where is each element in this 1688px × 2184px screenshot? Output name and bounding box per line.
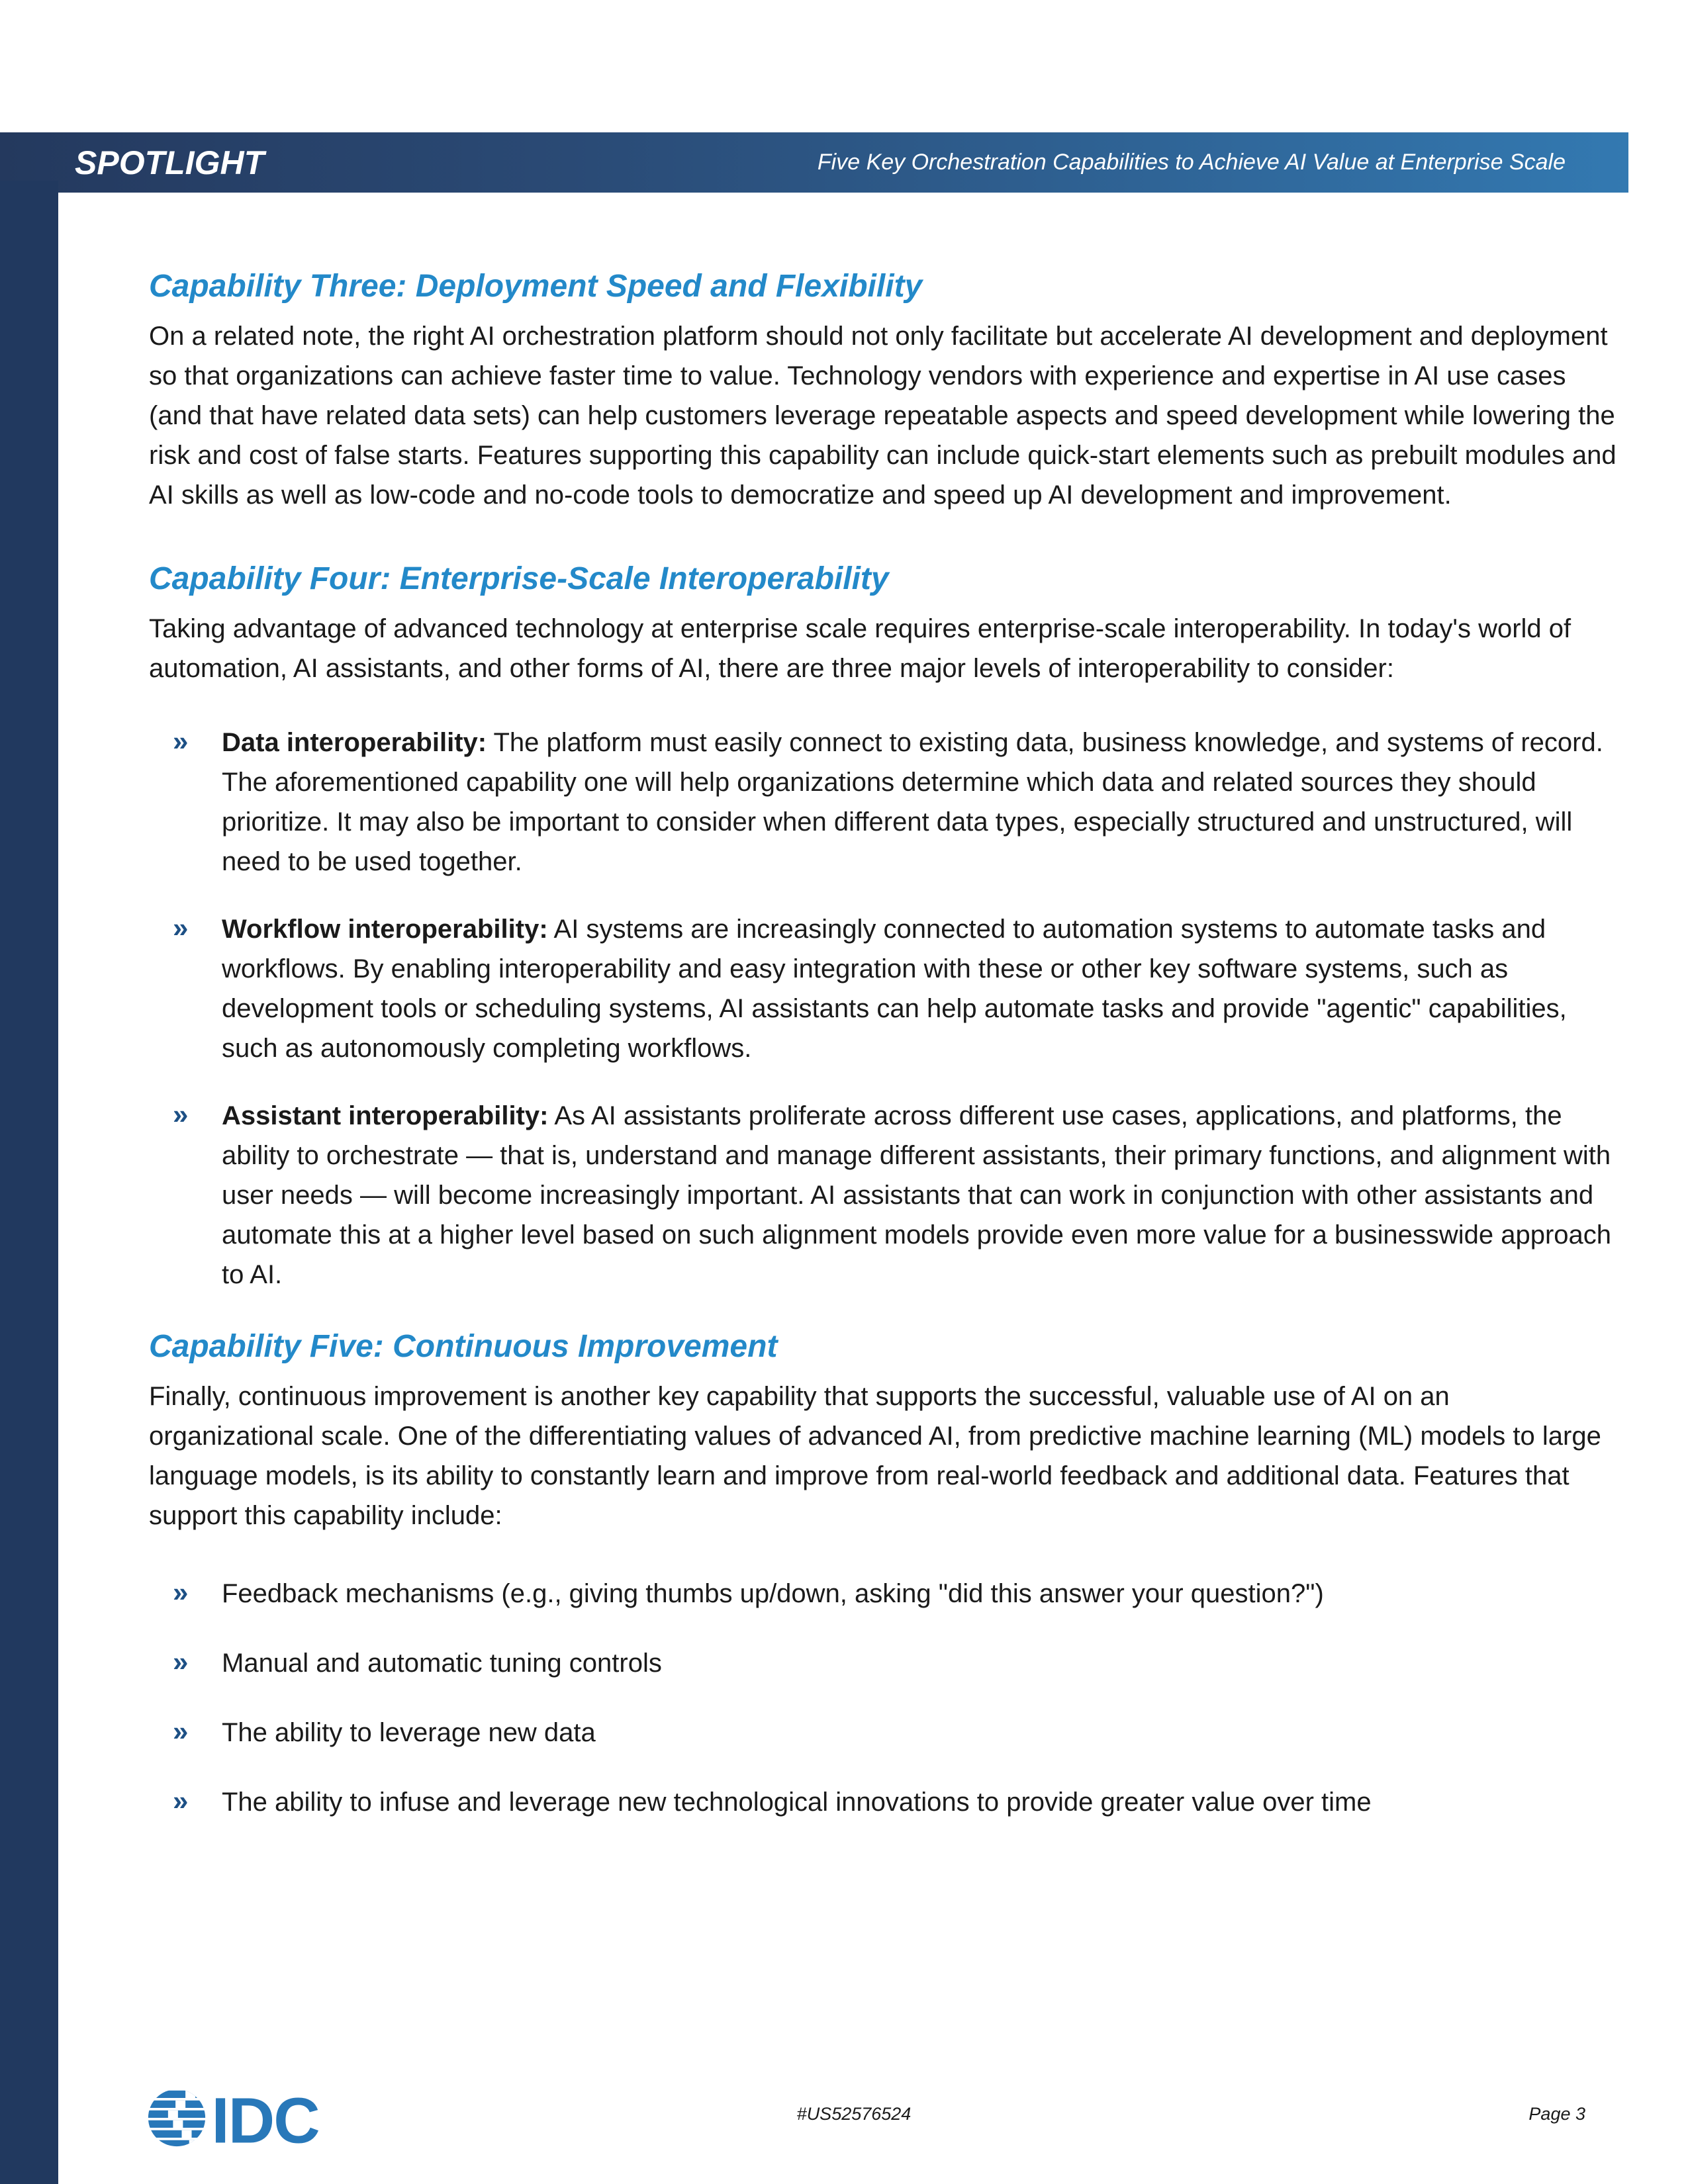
content-column xyxy=(149,0,1618,1822)
bullet-body-text: Manual and automatic tuning controls xyxy=(222,1649,662,1678)
globe-stripes-icon xyxy=(147,2091,207,2148)
chevron-bullet-icon: » xyxy=(173,912,189,943)
bullet-leverage-new-data xyxy=(149,1713,1618,1752)
bullet-body-text: The platform must easily connect to existing data, business knowledge, and systems of record. The aforementioned capability one will help organizations determine which data and related sources they should prioritize. It may also be important to consider when different data types, especially structured and unstructured, will need to be used together. xyxy=(222,728,1603,876)
chevron-bullet-icon: » xyxy=(173,1715,189,1747)
chevron-bullet-icon: » xyxy=(173,1099,189,1130)
improvement-bullet-list xyxy=(149,1574,1618,1822)
bullet-tuning-controls xyxy=(149,1643,1618,1683)
bullet-feedback-mechanisms xyxy=(149,1574,1618,1614)
document-title: Five Key Orchestration Capabilities to Achieve AI Value at Enterprise Scale xyxy=(817,150,1566,175)
paragraph-capability-three: On a related note, the right AI orchestration platform should not only facilitate but accelerate AI development and deployment so that organizations can achieve faster time to value. Technology vendors with experience and expertise in AI use cases (and that have related data sets) can help customers leverage repeatable aspects and speed development while lowering the risk and cost of false starts. Features supporting this capability can include quick-start elements such as prebuilt modules and AI skills as well as low-code and no-code tools to democratize and speed up AI development and improvement. xyxy=(149,322,1617,510)
bullet-body-text: Feedback mechanisms (e.g., giving thumbs up/down, asking "did this answer your question?") xyxy=(222,1579,1324,1608)
footer-document-id: #US52576524 xyxy=(796,2104,912,2124)
footer-page-number: Page 3 xyxy=(1528,2104,1585,2124)
bullet-data-interoperability xyxy=(149,723,1618,882)
interoperability-bullet-list xyxy=(149,723,1618,1295)
bullet-lead-text: Assistant interoperability: xyxy=(222,1101,549,1130)
paragraph-capability-four: Taking advantage of advanced technology at enterprise scale requires enterprise-scale interoperability. In today's world of automation, AI assistants, and other forms of AI, there are three major levels of interoperability to consider: xyxy=(149,614,1571,683)
section-heading-capability-five: Capability Five: Continuous Improvement xyxy=(149,1329,778,1364)
bullet-infuse-innovations xyxy=(149,1782,1618,1822)
bullet-body-text: As AI assistants proliferate across different use cases, applications, and platforms, the ability to orchestrate — that is, understand and manage different assistants, their primary functions, and alignment with user needs — will become increasingly important. AI assistants that can work in conjunction with other assistants and automate this at a higher level based on such alignment models provide even more value for a businesswide approach to AI. xyxy=(222,1101,1612,1289)
idc-logo-text: IDC xyxy=(211,2084,319,2152)
bullet-body-text: The ability to leverage new data xyxy=(222,1718,596,1747)
chevron-bullet-icon: » xyxy=(173,1785,189,1816)
left-accent-strip xyxy=(0,181,58,2184)
section-heading-capability-three: Capability Three: Deployment Speed and Flexibility xyxy=(149,269,923,304)
spotlight-brand-label: SPOTLIGHT xyxy=(75,144,265,181)
section-heading-capability-four: Capability Four: Enterprise-Scale Interoperability xyxy=(149,561,889,596)
bullet-lead-text: Data interoperability: xyxy=(222,728,487,757)
idc-logo xyxy=(147,2083,346,2152)
chevron-bullet-icon: » xyxy=(173,1646,189,1677)
chevron-bullet-icon: » xyxy=(173,725,189,756)
bullet-body-text: AI systems are increasingly connected to automation systems to automate tasks and workflows. By enabling interoperability and easy integration with these or other key software systems, such as development tools or scheduling systems, AI assistants can help automate tasks and provide "agentic" capabilities, such as autonomously completing workflows. xyxy=(222,915,1567,1063)
bullet-assistant-interoperability xyxy=(149,1096,1618,1295)
paragraph-capability-five: Finally, continuous improvement is another key capability that supports the successful, valuable use of AI on an organizational scale. One of the differentiating values of advanced AI, from predictive machine learning (ML) models to large language models, is its ability to constantly learn and improve from real-world feedback and additional data. Features that support this capability include: xyxy=(149,1382,1601,1530)
bullet-workflow-interoperability xyxy=(149,909,1618,1068)
bullet-lead-text: Workflow interoperability: xyxy=(222,915,548,944)
bullet-body-text: The ability to infuse and leverage new technological innovations to provide greater value over time xyxy=(222,1788,1372,1817)
chevron-bullet-icon: » xyxy=(173,1576,189,1608)
